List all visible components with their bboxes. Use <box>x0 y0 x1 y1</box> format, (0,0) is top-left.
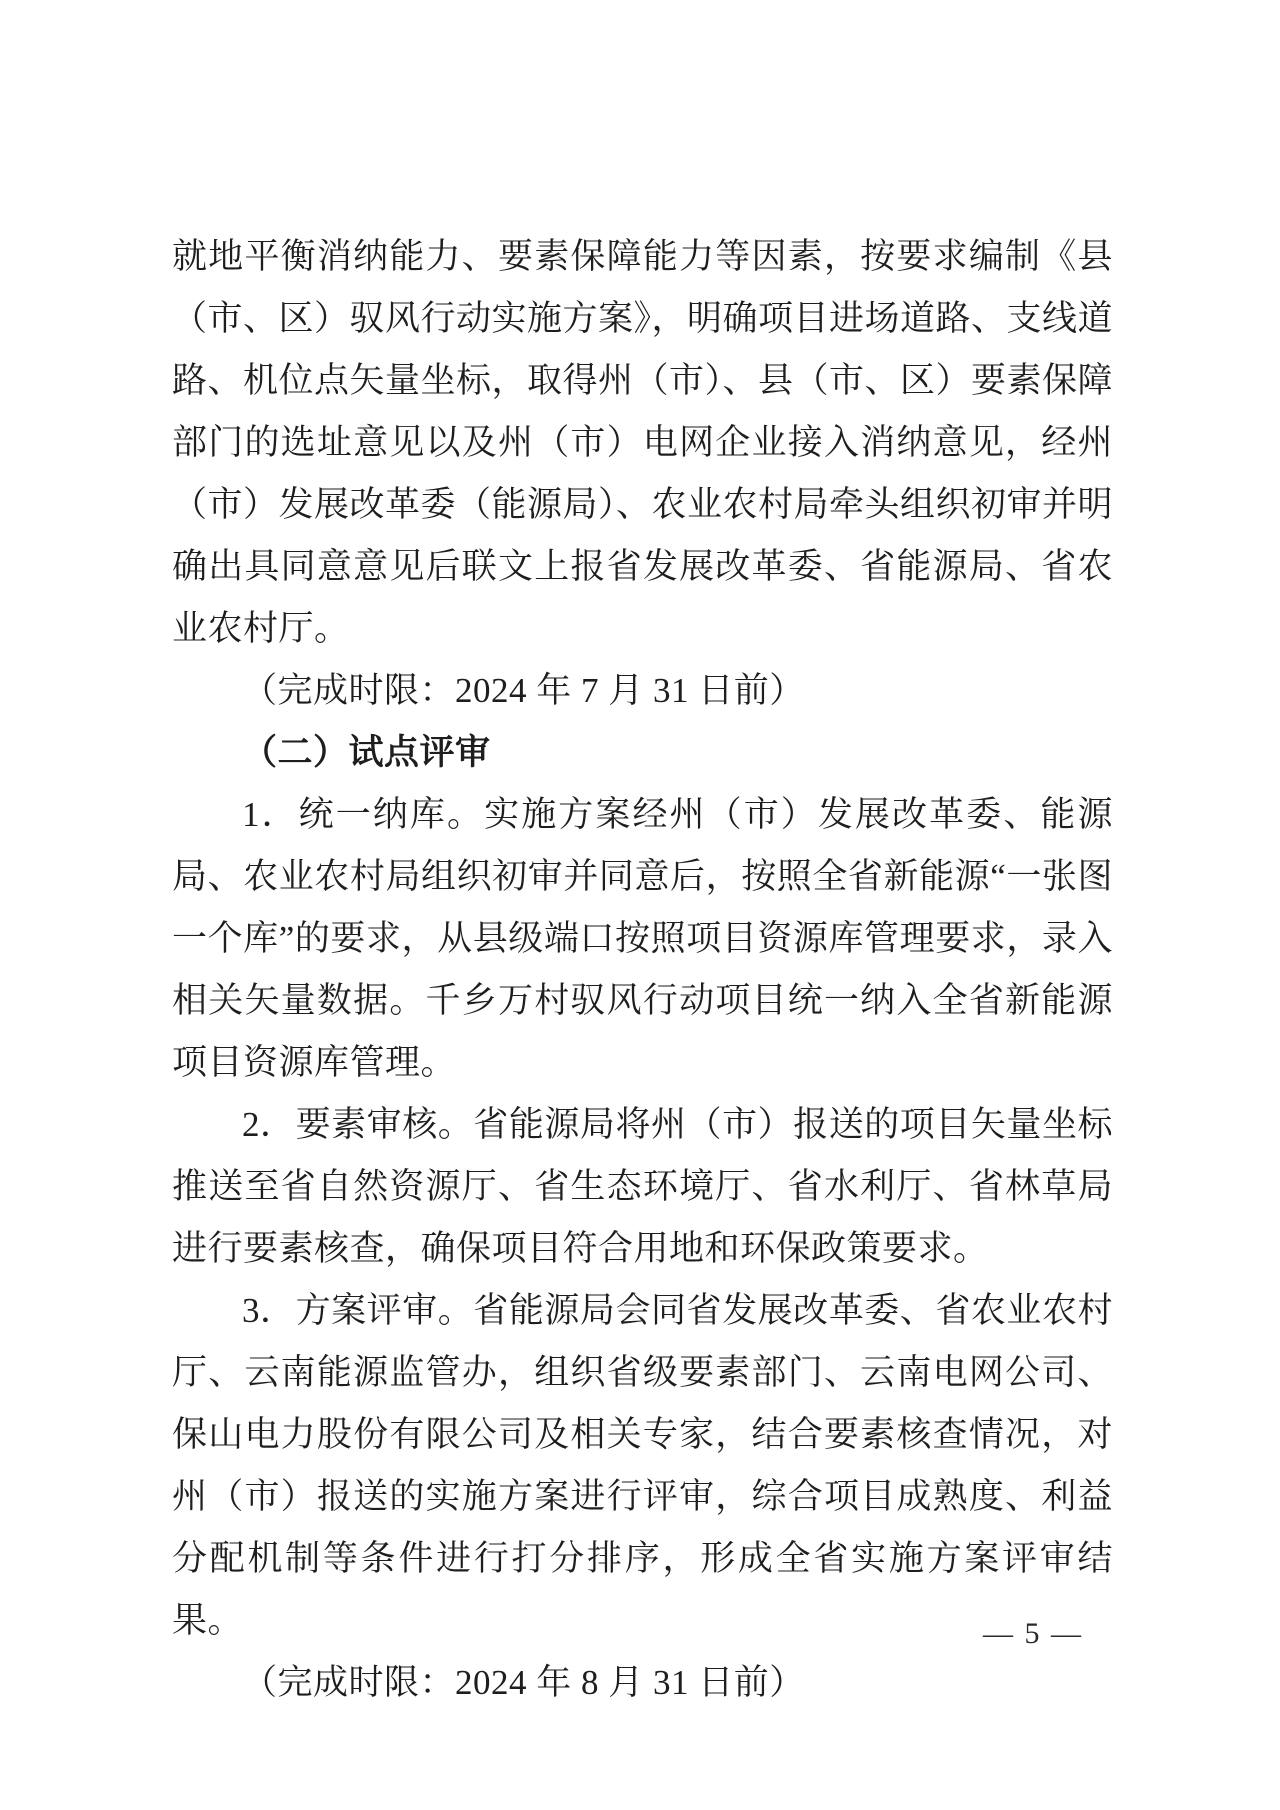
paragraph-item-2-factor-review: 2．要素审核。省能源局将州（市）报送的项目矢量坐标推送至省自然资源厅、省生态环境厅、省水利厅、省林草局进行要素核查，确保项目符合用地和环保政策要求。 <box>172 1105 1113 1268</box>
paragraph-continuation: 就地平衡消纳能力、要素保障能力等因素，按要求编制《县（市、区）驭风行动实施方案》，明确项目进场道路、支线道路、机位点矢量坐标，取得州（市）、县（市、区）要素保障部门的选址意见以及州（市）电网企业接入消纳意见，经州（市）发展改革委（能源局）、农业农村局牵头组织初审并明确出具同意意见后联文上报省发展改革委、省能源局、省农业农村厅。 <box>172 237 1114 648</box>
section-heading-pilot-review: （二）试点评审 <box>242 733 491 772</box>
deadline-line-july: （完成时限：2024 年 7 月 31 日前） <box>242 671 805 710</box>
paragraph-item-1-unified-database: 1．统一纳库。实施方案经州（市）发展改革委、能源局、农业农村局组织初审并同意后，按照全省新能源“一张图一个库”的要求，从县级端口按照项目资源库管理要求，录入相关矢量数据。千乡万村驭风行动项目统一纳入全省新能源项目资源库管理。 <box>172 795 1113 1082</box>
document-body <box>172 226 1113 1714</box>
page-number: — 5 — <box>983 1617 1083 1650</box>
deadline-line-august: （完成时限：2024 年 8 月 31 日前） <box>242 1663 805 1702</box>
paragraph-item-3-plan-evaluation: 3．方案评审。省能源局会同省发展改革委、省农业农村厅、云南能源监管办，组织省级要素部门、云南电网公司、保山电力股份有限公司及相关专家，结合要素核查情况，对州（市）报送的实施方案进行评审，综合项目成熟度、利益分配机制等条件进行打分排序，形成全省实施方案评审结果。 <box>172 1291 1113 1640</box>
